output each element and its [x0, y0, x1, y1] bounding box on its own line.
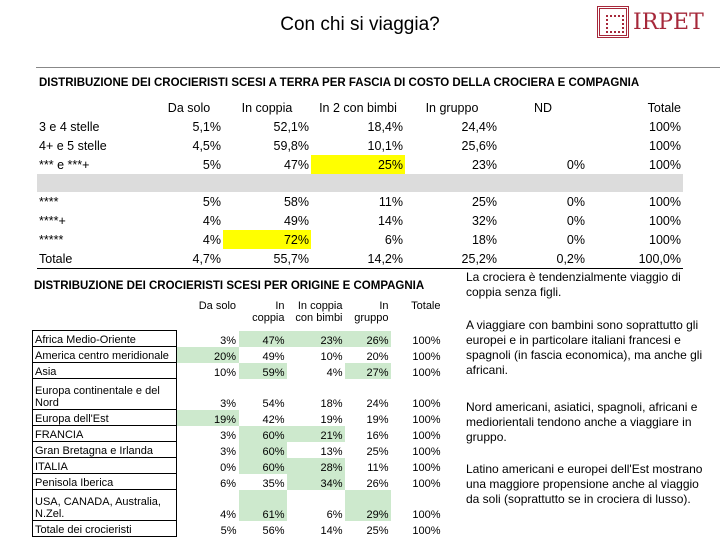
- table-cell: 19%: [366, 413, 389, 426]
- header-cell: In coppia con bimbi: [295, 300, 343, 324]
- table-cell: 16%: [366, 429, 389, 442]
- table-cell: 25%: [366, 524, 389, 537]
- table-cell: 4,5%: [192, 138, 221, 153]
- table-cell: 27%: [345, 363, 391, 379]
- header-cell: Totale: [411, 300, 441, 312]
- row-label: Totale: [37, 249, 155, 269]
- irpet-logo: [597, 6, 704, 38]
- table-cell: 100%: [412, 397, 441, 410]
- table-row: [37, 117, 683, 136]
- table-cell: 20%: [177, 347, 239, 363]
- row-label: *** e ***+: [39, 157, 90, 172]
- table-cell: 59,8%: [273, 138, 309, 153]
- note-paragraph: Nord americani, asiatici, spagnoli, africani e mediorientali tendono anche a viaggiare in gruppo.: [466, 400, 698, 444]
- table-cell: 14%: [377, 213, 403, 228]
- row-label: Europa dell'Est: [33, 410, 177, 426]
- row-label: Asia: [33, 363, 177, 379]
- table-row: [33, 410, 443, 426]
- page-title: Con chi si viaggia?: [280, 14, 440, 35]
- row-label: ITALIA: [33, 458, 177, 474]
- table-cell: 6%: [326, 508, 343, 521]
- table-cell: 3%: [220, 429, 236, 442]
- table2-caption: DISTRIBUZIONE DEI CROCIERISTI SCESI PER ORIGINE E COMPAGNIA: [34, 280, 425, 292]
- table-cell: 60%: [239, 442, 287, 458]
- table-cell: 55,7%: [223, 249, 311, 269]
- table-cell: 6%: [384, 232, 403, 247]
- table-cell: 49%: [283, 213, 309, 228]
- table-cell: 0%: [566, 157, 585, 172]
- header-cell: Da solo: [167, 101, 211, 115]
- row-label: FRANCIA: [33, 426, 177, 442]
- header-cell: In coppia: [252, 300, 285, 324]
- table-cell: 100%: [412, 366, 441, 379]
- table-cell: 25%: [471, 194, 497, 209]
- table-cell: 100%: [412, 413, 441, 426]
- header-cell: In gruppo: [425, 101, 479, 115]
- table-cell: 100%: [649, 213, 681, 228]
- table-cell: 60%: [239, 426, 287, 442]
- header-cell: In gruppo: [354, 300, 389, 324]
- table-row: [37, 136, 683, 155]
- table-cell: 4%: [220, 508, 236, 521]
- table-cell: 29%: [345, 490, 391, 521]
- table-cell: 25%: [366, 445, 389, 458]
- table-cell: 25,2%: [405, 249, 499, 269]
- table-cell: 10%: [320, 350, 343, 363]
- table-cell: 49%: [262, 350, 285, 363]
- table-cell: 19%: [320, 413, 343, 426]
- table-cell: 14,2%: [311, 249, 405, 269]
- total-row: [37, 249, 683, 269]
- table-cell: 26%: [366, 477, 389, 490]
- table-cell: 34%: [287, 474, 345, 490]
- table-row: [33, 442, 443, 458]
- row-label: Totale dei crocieristi: [33, 521, 177, 537]
- table-cell: 10%: [213, 366, 236, 379]
- table-row: [33, 474, 443, 490]
- table-cell: 20%: [366, 350, 389, 363]
- table-row: [37, 211, 683, 230]
- table-cell: [499, 136, 587, 155]
- table-cell: 100%: [412, 350, 441, 363]
- row-label: Gran Bretagna e Irlanda: [33, 442, 177, 458]
- table-cell: 100%: [649, 194, 681, 209]
- table-cell: 3%: [220, 334, 236, 347]
- note-paragraph: Latino americani e europei dell'Est mostrano una maggiore propensione anche al viaggio da soli (soprattutto se in crociera di lusso).: [466, 462, 703, 506]
- table-cell: 100%: [649, 119, 681, 134]
- table-cell: 100%: [412, 477, 441, 490]
- row-label: America centro meridionale: [33, 347, 177, 363]
- table-cell: 100%: [412, 524, 441, 537]
- table-row: [33, 379, 443, 410]
- table-cell: 3%: [220, 397, 236, 410]
- table-row: [37, 230, 683, 249]
- table-cell: 60%: [239, 458, 287, 474]
- table-cell: 100%: [649, 157, 681, 172]
- origin-table: [32, 300, 443, 537]
- table-cell: 35%: [262, 477, 285, 490]
- row-label: Penisola Iberica: [33, 474, 177, 490]
- table-cell: 100%: [412, 445, 441, 458]
- table-row: [33, 347, 443, 363]
- table-cell: 61%: [239, 490, 287, 521]
- table-cell: 3%: [220, 445, 236, 458]
- row-label: ****+: [39, 213, 66, 228]
- table-cell: 14%: [320, 524, 343, 537]
- table-cell: 5,1%: [192, 119, 221, 134]
- table-cell: 23%: [471, 157, 497, 172]
- header-cell: ND: [533, 101, 553, 115]
- highlighted-cell: 25%: [311, 155, 405, 174]
- table-cell: 13%: [320, 445, 343, 458]
- table1-caption: DISTRIBUZIONE DEI CROCIERISTI SCESI A TERRA PER FASCIA DI COSTO DELLA CROCIERA E COMPAGNIA: [39, 77, 640, 89]
- table-cell: 32%: [471, 213, 497, 228]
- table-cell: 42%: [262, 413, 285, 426]
- table-cell: 18%: [320, 397, 343, 410]
- table-cell: 5%: [220, 524, 237, 537]
- table-row: [33, 458, 443, 474]
- table-cell: [499, 117, 587, 136]
- table-cell: 4%: [326, 366, 343, 379]
- table-cell: 4%: [202, 213, 221, 228]
- header-cell: In 2 con bimbi: [319, 101, 397, 115]
- table-row: [33, 331, 443, 347]
- table-cell: 100%: [412, 461, 441, 474]
- table-cell: 54%: [262, 397, 285, 410]
- table-cell: 28%: [287, 458, 345, 474]
- total-row: [33, 521, 443, 537]
- table-cell: 0,2%: [499, 249, 587, 269]
- table-cell: 47%: [283, 157, 309, 172]
- highlighted-cell: 72%: [223, 230, 311, 249]
- table-header-row: [37, 99, 683, 117]
- table-cell: 0%: [566, 194, 585, 209]
- row-label: *****: [39, 232, 64, 247]
- note-paragraph: A viaggiare con bambini sono soprattutto gli europei e in particolare italiani francesi e spagnoli (in fascia economica), ma anche gli africani.: [466, 318, 703, 377]
- table-cell: 58%: [283, 194, 309, 209]
- note-paragraph: La crociera è tendenzialmente viaggio di coppia senza figli.: [466, 270, 681, 299]
- row-label: USA, CANADA, Australia, N.Zel.: [33, 490, 177, 521]
- header-cell: [37, 99, 155, 117]
- row-label: ****: [39, 194, 59, 209]
- table-cell: 6%: [220, 477, 236, 490]
- cost-band-table: [37, 99, 683, 269]
- row-label: Africa Medio-Oriente: [33, 331, 177, 347]
- logo-text: IRPET: [633, 9, 704, 35]
- header-cell: Totale: [647, 101, 681, 115]
- table-cell: 0%: [220, 461, 236, 474]
- row-label: 4+ e 5 stelle: [39, 138, 107, 153]
- table-cell: 25,6%: [461, 138, 497, 153]
- header-cell: [33, 300, 177, 331]
- table-cell: 100%: [649, 138, 681, 153]
- table-cell: 11%: [378, 194, 403, 209]
- table-cell: 18,4%: [367, 119, 403, 134]
- table-cell: 52,1%: [273, 119, 309, 134]
- table-cell: 47%: [239, 331, 287, 347]
- table-cell: 24,4%: [461, 119, 497, 134]
- table-row: [33, 490, 443, 521]
- row-label: 3 e 4 stelle: [39, 119, 100, 134]
- table-cell: 100%: [649, 232, 681, 247]
- title-divider: [36, 67, 720, 68]
- separator-row: [37, 174, 683, 192]
- table-cell: 100%: [412, 334, 441, 347]
- table-cell: 24%: [366, 397, 389, 410]
- table-cell: 100,0%: [587, 249, 683, 269]
- table-cell: 100%: [412, 429, 441, 442]
- table-cell: 0%: [566, 213, 585, 228]
- table-cell: 59%: [239, 363, 287, 379]
- table-cell: 5%: [202, 157, 221, 172]
- table-cell: 11%: [367, 461, 389, 474]
- table-cell: 19%: [177, 410, 239, 426]
- row-label: Europa continentale e del Nord: [33, 379, 177, 410]
- table-cell: 100%: [412, 508, 441, 521]
- table-cell: 5%: [202, 194, 221, 209]
- table-cell: 0%: [566, 232, 585, 247]
- header-cell: In coppia: [241, 101, 293, 115]
- table-row: [37, 155, 683, 174]
- table-row: [33, 363, 443, 379]
- table-row: [37, 192, 683, 211]
- table-cell: 4%: [202, 232, 221, 247]
- logo-emblem-icon: [597, 6, 629, 38]
- table-cell: 23%: [287, 331, 345, 347]
- table-header-row: [33, 300, 443, 331]
- table-cell: 4,7%: [155, 249, 223, 269]
- table-cell: 21%: [287, 426, 345, 442]
- table-row: [33, 426, 443, 442]
- table-cell: 26%: [345, 331, 391, 347]
- table-cell: 10,1%: [367, 138, 403, 153]
- table-cell: 18%: [471, 232, 497, 247]
- table-cell: 56%: [262, 524, 285, 537]
- header-cell: Da solo: [198, 300, 236, 312]
